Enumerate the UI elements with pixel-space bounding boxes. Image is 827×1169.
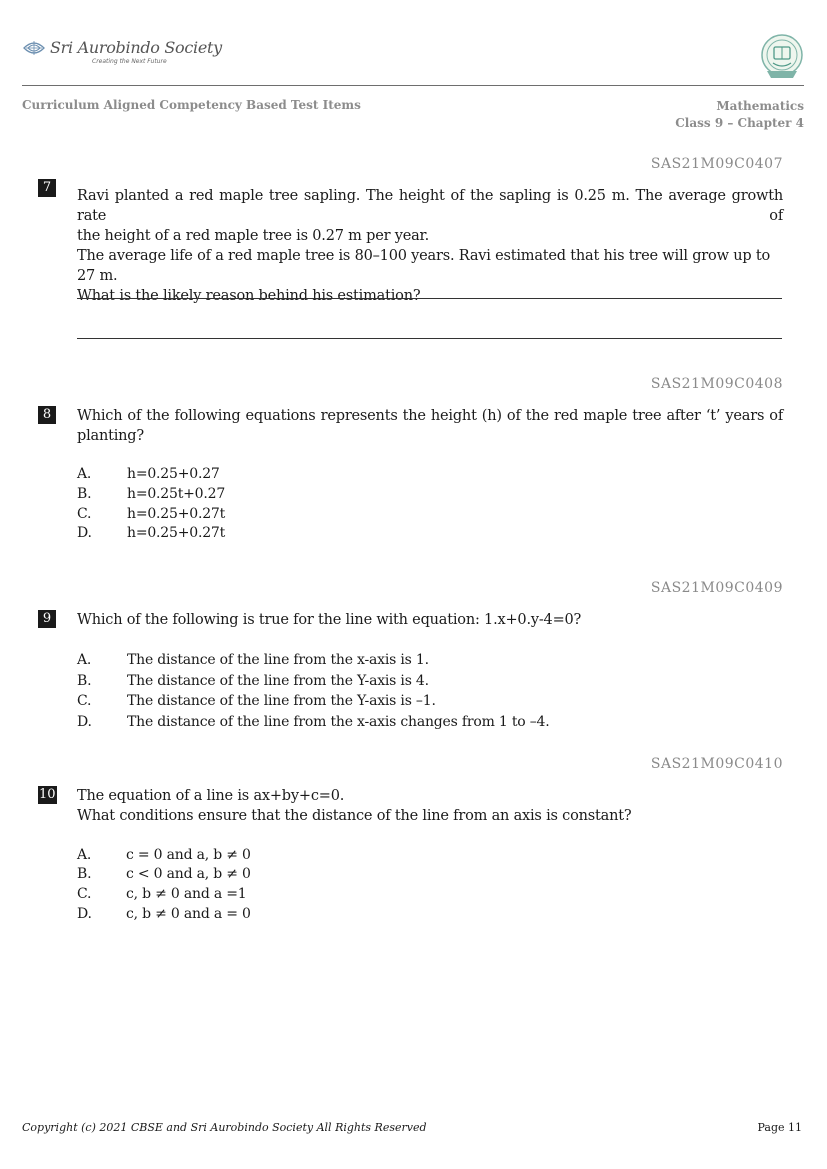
- option-text: h=0.25+0.27: [127, 466, 220, 482]
- logo-name: Sri Aurobindo Society: [50, 38, 222, 57]
- document-title: Curriculum Aligned Competency Based Test Items: [22, 98, 361, 112]
- option-label: A.: [77, 847, 92, 863]
- option-label: B.: [77, 486, 92, 502]
- copyright-notice: Copyright (c) 2021 CBSE and Sri Aurobindo Society All Rights Reserved: [22, 1121, 427, 1134]
- question-line: The average life of a red maple tree is 80–100 years. Ravi estimated that his tree will grow up to 27 m.: [77, 248, 770, 284]
- option-text: The distance of the line from the Y-axis is 4.: [127, 673, 429, 689]
- question-code: SAS21M09C0408: [650, 376, 783, 392]
- option-label: A.: [77, 652, 92, 668]
- option-text: The distance of the line from the Y-axis is –1.: [127, 693, 436, 709]
- option-text: c < 0 and a, b ≠ 0: [126, 866, 251, 882]
- option-label: C.: [77, 886, 92, 902]
- question-line: planting?: [77, 428, 144, 444]
- question-number: 9: [38, 610, 56, 628]
- cbse-emblem-icon: [759, 33, 805, 81]
- sri-aurobindo-society-logo: [22, 36, 222, 70]
- question-number: 10: [39, 787, 56, 802]
- question-line: The equation of a line is ax+by+c=0.: [77, 788, 345, 804]
- option-label: D.: [77, 906, 92, 922]
- question-line: What is the likely reason behind his estimation?: [77, 288, 421, 304]
- answer-line[interactable]: [77, 298, 782, 299]
- question-text: [77, 406, 783, 446]
- page-number: Page 11: [757, 1121, 802, 1134]
- option-text: c, b ≠ 0 and a = 0: [126, 906, 251, 922]
- class-chapter-label: Class 9 – Chapter 4: [675, 116, 804, 130]
- option-text: The distance of the line from the x-axis changes from 1 to –4.: [127, 714, 550, 730]
- option-text: The distance of the line from the x-axis is 1.: [127, 652, 429, 668]
- option-label: D.: [77, 525, 92, 541]
- option-text: h=0.25+0.27t: [127, 506, 226, 522]
- subject-info: [675, 98, 804, 132]
- option-label: B.: [77, 866, 92, 882]
- answer-line[interactable]: [77, 338, 782, 339]
- question-code: SAS21M09C0409: [650, 580, 783, 596]
- question-line: Which of the following is true for the line with equation: 1.x+0.y-4=0?: [77, 612, 582, 628]
- option-label: C.: [77, 506, 92, 522]
- question-number: 7: [38, 179, 56, 197]
- question-code: SAS21M09C0407: [650, 156, 783, 172]
- option-label: B.: [77, 673, 92, 689]
- header-rule: [22, 85, 804, 86]
- question-number: 8: [38, 406, 56, 424]
- question-line: the height of a red maple tree is 0.27 m per year.: [77, 228, 430, 244]
- option-text: h=0.25t+0.27: [127, 486, 226, 502]
- question-line: What conditions ensure that the distance of the line from an axis is constant?: [77, 808, 632, 824]
- logo-tagline: Creating the Next Future: [92, 58, 167, 65]
- option-label: D.: [77, 714, 92, 730]
- subject-label: Mathematics: [716, 99, 804, 113]
- option-text: h=0.25+0.27t: [127, 525, 226, 541]
- option-label: C.: [77, 693, 92, 709]
- question-text: [77, 186, 783, 306]
- question-text: [77, 786, 783, 826]
- question-line: Which of the following equations represents the height (h) of the red maple tree after ‘t’ years of: [77, 408, 783, 424]
- option-label: A.: [77, 466, 92, 482]
- question-code: SAS21M09C0410: [650, 756, 783, 772]
- question-line: Ravi planted a red maple tree sapling. The height of the sapling is 0.25 m. The average growth rate of: [77, 188, 783, 224]
- option-text: c, b ≠ 0 and a =1: [126, 886, 247, 902]
- option-text: c = 0 and a, b ≠ 0: [126, 847, 251, 863]
- lotus-emblem-icon: [22, 38, 46, 58]
- question-text: [77, 610, 783, 630]
